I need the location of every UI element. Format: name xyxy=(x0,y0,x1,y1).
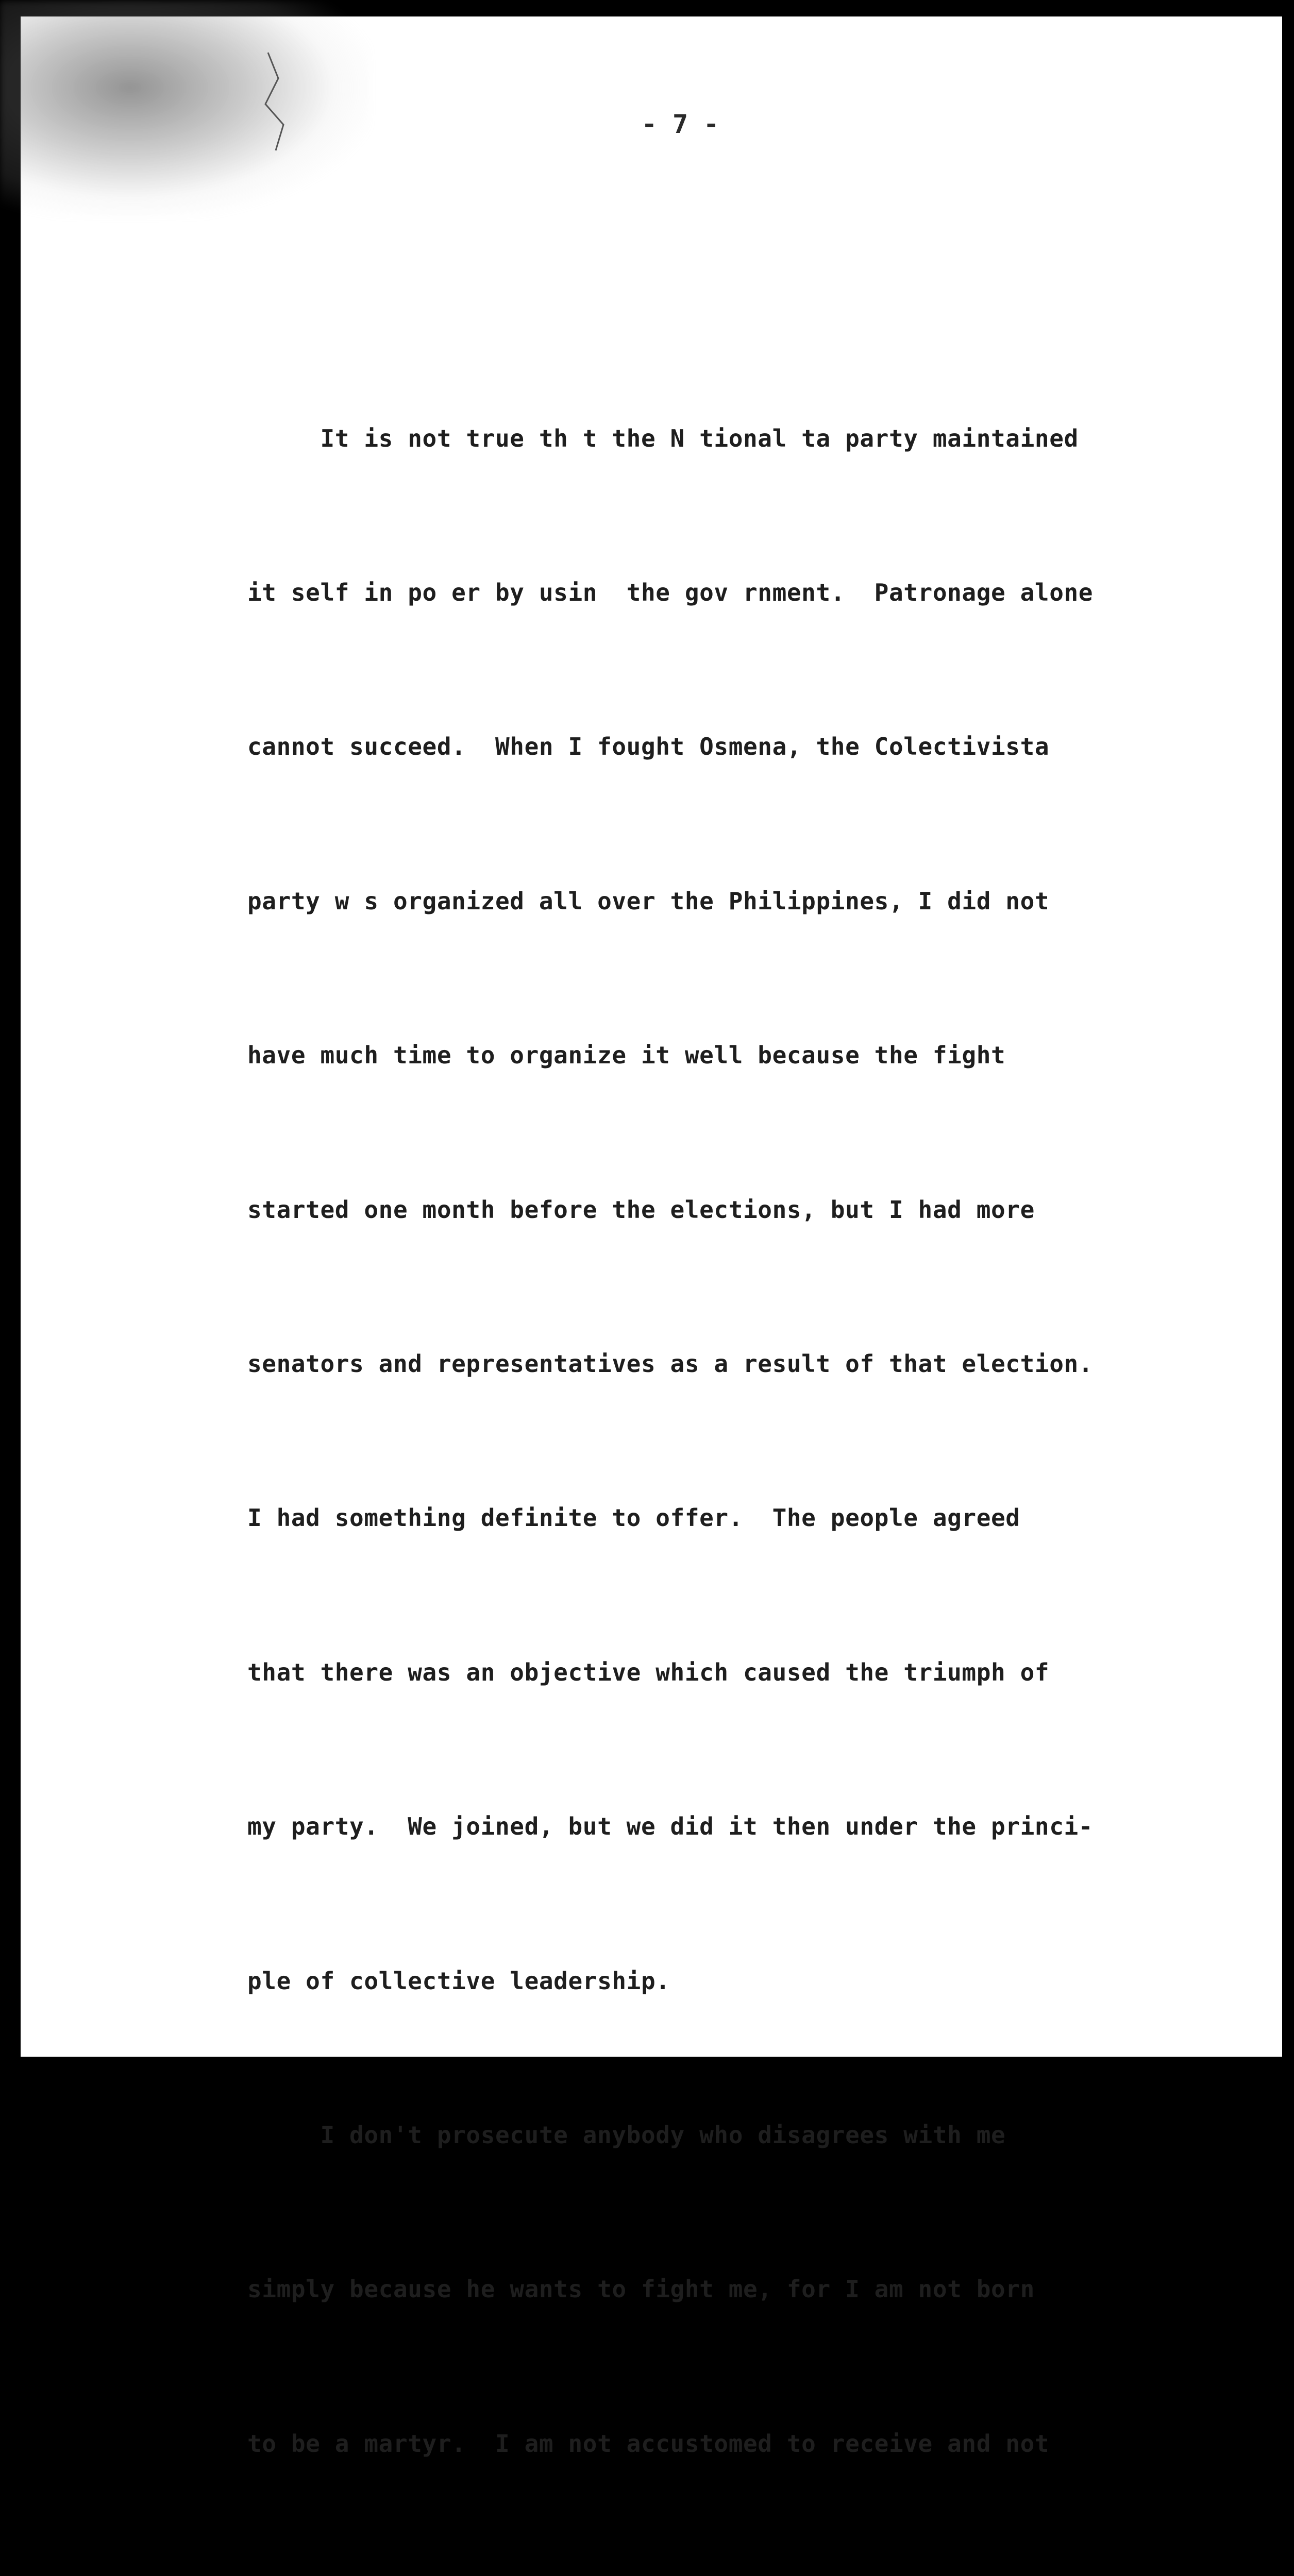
text-line: I had something definite to offer. The people agreed xyxy=(247,1504,1020,1532)
text-line: party w s organized all over the Philippines, I did not xyxy=(247,887,1050,915)
document-page xyxy=(21,16,1282,2458)
text-line: It is not true th t the N tional ta party maintained xyxy=(247,424,1079,452)
text-line xyxy=(247,2572,1226,2576)
text-line: have much time to organize it well because the fight xyxy=(247,1041,1006,1070)
text-line: cannot succeed. When I fought Osmena, the Colectivista xyxy=(247,733,1050,761)
text-line: to be a martyr. I am not accustomed to receive and not xyxy=(247,2429,1050,2458)
text-line: senators and representatives as a result of that election. xyxy=(247,1349,1094,1378)
paper-tear-mark xyxy=(247,47,320,161)
text-line: my party. We joined, but we did it then under the princi- xyxy=(247,1812,1094,1841)
text-line: ple of collective leadership. xyxy=(247,1967,670,1995)
text-line: I don't prosecute anybody who disagrees with me xyxy=(247,2121,1006,2149)
typed-body-text xyxy=(247,310,1226,2576)
text-line: it self in po er by usin the gov rnment. Patronage alone xyxy=(247,578,1094,606)
text-line: started one month before the elections, but I had more xyxy=(247,1195,1035,1224)
page-number: - 7 - xyxy=(641,109,719,139)
text-line: that there was an objective which caused the triumph of xyxy=(247,1658,1050,1686)
text-line: simply because he wants to fight me, for I am not born xyxy=(247,2275,1035,2303)
